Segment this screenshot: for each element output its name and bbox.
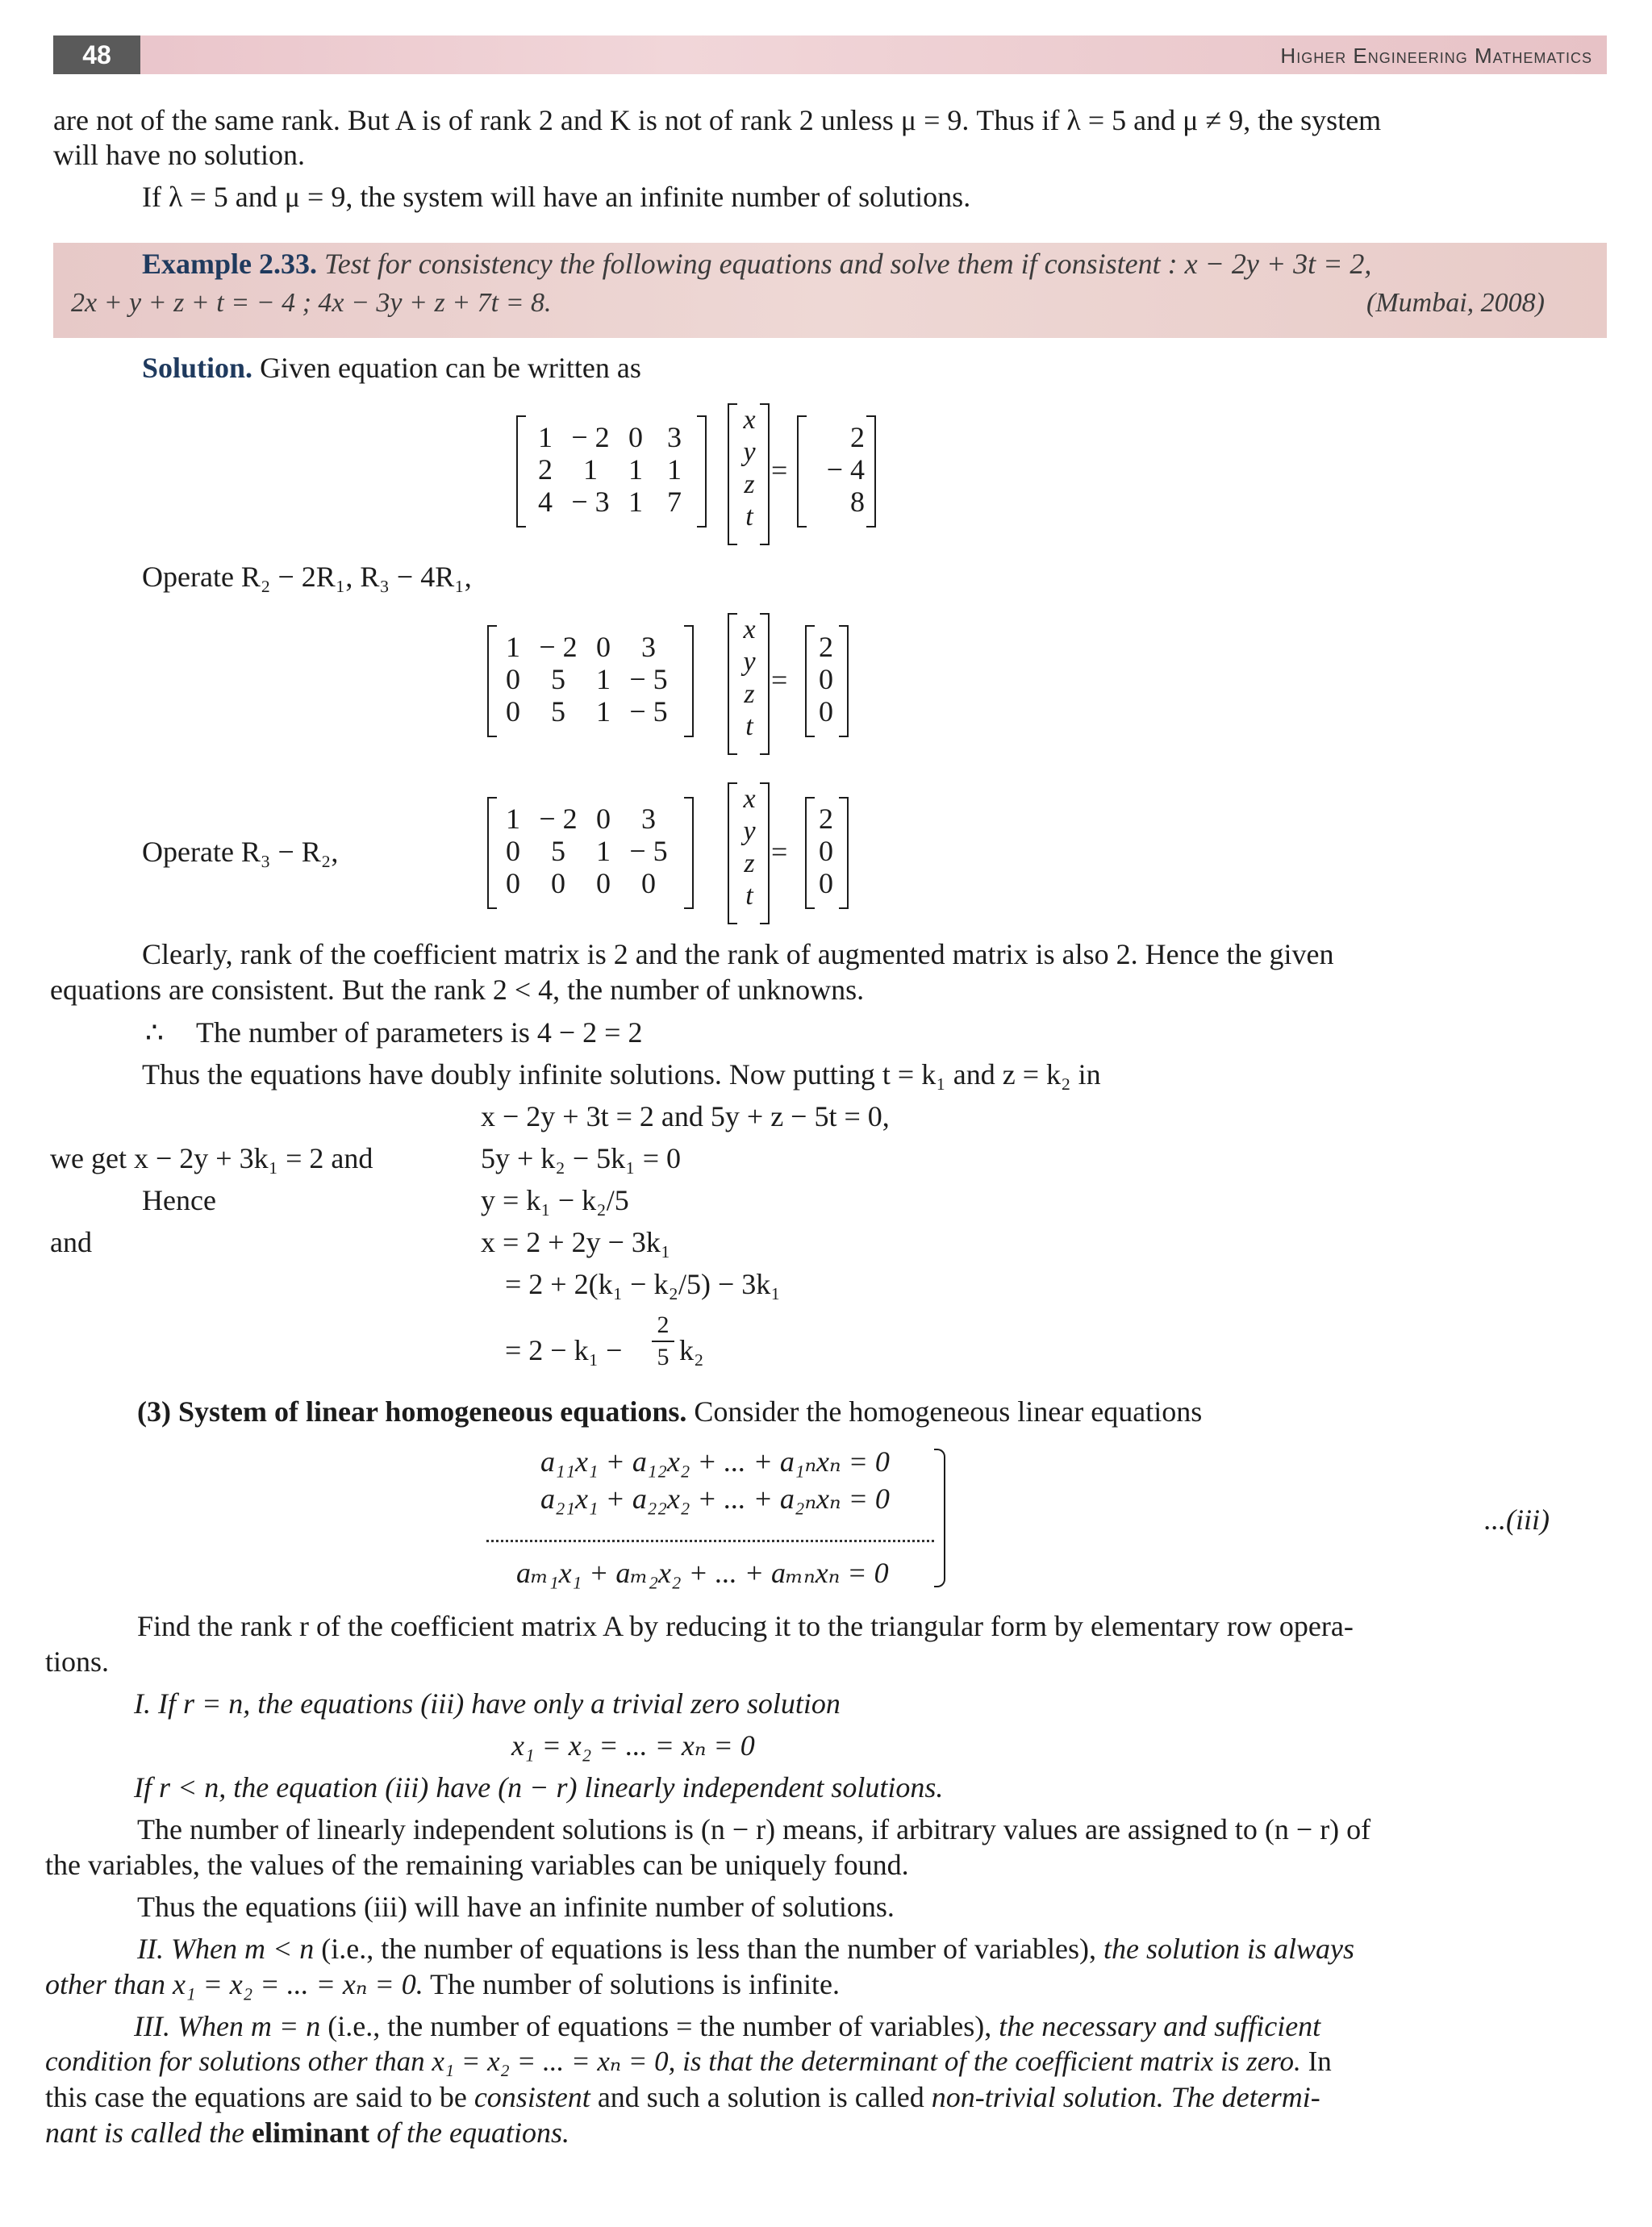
- body-line: Thus the equations (iii) will have an infinite number of solutions.: [137, 1891, 895, 1923]
- case-line: I. If r = n, the equations (iii) have only a trivial zero solution: [134, 1687, 841, 1720]
- example-line-1: [142, 246, 1371, 282]
- section-heading: [137, 1394, 1202, 1429]
- equation: = 2 + 2(k₁ − k₂/5) − 3k₁: [505, 1268, 781, 1300]
- equation: y = k₁ − k₂/5: [481, 1184, 629, 1216]
- page-header: [53, 35, 1607, 74]
- equation-lead: we get x − 2y + 3k₁ = 2 and: [50, 1142, 373, 1174]
- label-and: and: [50, 1226, 92, 1258]
- equation: 5y + k₂ − 5k₁ = 0: [481, 1142, 682, 1174]
- case-line: If r < n, the equation (iii) have (n − r) linearly independent solutions.: [134, 1771, 944, 1804]
- equation: x₁ = x₂ = ... = xₙ = 0: [511, 1729, 755, 1762]
- body-line: The number of parameters is 4 − 2 = 2: [196, 1016, 643, 1049]
- page-number: 48: [53, 35, 140, 74]
- para-line: will have no solution.: [53, 139, 305, 171]
- equation: x − 2y + 3t = 2 and 5y + z − 5t = 0,: [481, 1100, 890, 1132]
- bracket-left: [728, 403, 737, 545]
- example-source: (Mumbai, 2008): [1366, 288, 1545, 318]
- case-line: this case the equations are said to be consistent and such a solution is called non-trivial solution. The determi-: [45, 2081, 1320, 2113]
- example-label: Example 2.33.: [142, 248, 318, 280]
- dotted-line: [486, 1540, 934, 1542]
- solution-label: Solution.: [142, 352, 253, 384]
- bracket-left: [805, 625, 815, 737]
- case-line: condition for solutions other than x₁ = x₂ = ... = xₙ = 0, is that the determinant of the coefficient matrix is zero. In: [45, 2046, 1332, 2077]
- equals-sign: =: [771, 454, 788, 486]
- body-line: The number of linearly independent solutions is (n − r) means, if arbitrary values are assigned to (n − r) of: [137, 1813, 1371, 1845]
- para-line: If λ = 5 and μ = 9, the system will have an infinite number of solutions.: [142, 181, 971, 213]
- rhs-vector: 2 − 4 8: [826, 421, 865, 518]
- example-text: Test for consistency the following equations and solve them if consistent : x − 2y + 3t = 2,: [324, 248, 1372, 280]
- equation: = 2 − k₁ −: [505, 1334, 623, 1366]
- coefficient-matrix: 1 − 2 0 3 2 1 1 1 4 − 3 1 7: [538, 421, 682, 518]
- bracket-left: [728, 613, 737, 755]
- running-title: Higher Engineering Mathematics: [1280, 44, 1592, 68]
- operation-2: Operate R₃ − R₂,: [142, 836, 339, 868]
- example-equations: 2x + y + z + t = − 4 ; 4x − 3y + z + 7t = 8.: [71, 288, 552, 318]
- bracket-right: [839, 797, 849, 909]
- para-line: are not of the same rank. But A is of rank 2 and K is not of rank 2 unless μ = 9. Thus if λ = 5 and μ ≠ 9, the system: [53, 104, 1382, 136]
- body-line: Thus the equations have doubly infinite solutions. Now putting t = k₁ and z = k₂ in: [142, 1058, 1101, 1091]
- bracket-left: [516, 415, 526, 528]
- variable-vector: x y z t: [743, 405, 756, 532]
- case-line: other than x₁ = x₂ = ... = xₙ = 0. The number of solutions is infinite.: [45, 1968, 841, 2000]
- bracket-right: [760, 782, 770, 924]
- body-line: equations are consistent. But the rank 2 < 4, the number of unknowns.: [50, 974, 865, 1006]
- reduced-matrix-1: 1 − 2 0 3 0 5 1 − 5 0 5 1 − 5: [506, 631, 668, 728]
- rhs-vector: 2 0 0: [819, 803, 833, 899]
- body-line: Find the rank r of the coefficient matrix A by reducing it to the triangular form by elementary row opera-: [137, 1610, 1354, 1642]
- body-line: the variables, the values of the remaining variables can be uniquely found.: [45, 1849, 909, 1881]
- body-line: tions.: [45, 1645, 110, 1678]
- section-title: System of linear homogeneous equations.: [177, 1395, 687, 1428]
- bracket-left: [805, 797, 815, 909]
- equals-sign: =: [771, 664, 788, 696]
- system-equation: aₘ₁x₁ + aₘ₂x₂ + ... + aₘₙxₙ = 0: [516, 1557, 889, 1589]
- case-line: III. When m = n (i.e., the number of equations = the number of variables), the necessary and sufficient: [134, 2010, 1321, 2042]
- case-line: nant is called the eliminant of the equations.: [45, 2116, 569, 2149]
- case-line: II. When m < n (i.e., the number of equations is less than the number of variables), the solution is always: [137, 1933, 1354, 1965]
- therefore-symbol: ∴: [145, 1016, 164, 1049]
- section-text: Consider the homogeneous linear equations: [694, 1395, 1203, 1428]
- equals-sign: =: [771, 836, 788, 868]
- operation-1: Operate R₂ − 2R₁, R₃ − 4R₁,: [142, 561, 472, 593]
- solution-text: Given equation can be written as: [260, 352, 641, 384]
- reduced-matrix-2: 1 − 2 0 3 0 5 1 − 5 0 0 0 0: [506, 803, 668, 899]
- bracket-right: [866, 415, 876, 528]
- label-hence: Hence: [142, 1184, 216, 1216]
- bracket-right: [839, 625, 849, 737]
- brace: [934, 1449, 945, 1587]
- bracket-right: [684, 797, 694, 909]
- rhs-vector: 2 0 0: [819, 631, 833, 728]
- bracket-right: [684, 625, 694, 737]
- solution-line: [142, 350, 641, 386]
- equation: x = 2 + 2y − 3k₁: [481, 1226, 671, 1258]
- bracket-right: [697, 415, 707, 528]
- bracket-right: [760, 613, 770, 755]
- variable-vector: x y z t: [743, 784, 756, 911]
- variable-vector: x y z t: [743, 615, 756, 741]
- fraction-numerator: 2: [657, 1312, 670, 1338]
- equation: k₂: [679, 1334, 704, 1366]
- fraction-bar: [652, 1341, 674, 1342]
- bracket-left: [728, 782, 737, 924]
- bracket-right: [760, 403, 770, 545]
- equation-label: ...(iii): [1484, 1503, 1550, 1536]
- body-line: Clearly, rank of the coefficient matrix is 2 and the rank of augmented matrix is also 2. Hence the given: [142, 938, 1334, 970]
- system-equation: a₂₁x₁ + a₂₂x₂ + ... + a₂ₙxₙ = 0: [540, 1483, 890, 1515]
- section-number: (3): [137, 1395, 171, 1428]
- system-equation: a₁₁x₁ + a₁₂x₂ + ... + a₁ₙxₙ = 0: [540, 1445, 890, 1478]
- fraction-denominator: 5: [657, 1344, 670, 1370]
